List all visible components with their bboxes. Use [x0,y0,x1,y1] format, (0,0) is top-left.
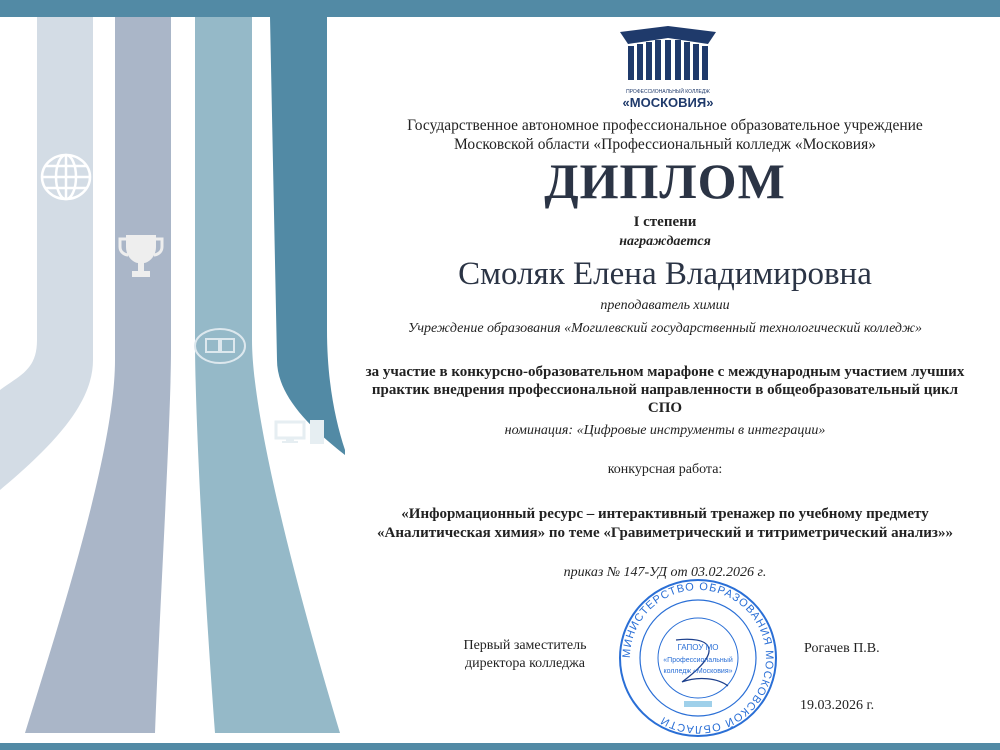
reason-line-2: практик внедрения профессиональной направленности в общеобразовательный цикл [371,382,959,398]
college-logo [618,24,718,110]
trophy-icon [118,233,164,281]
svg-text:ГАПОУ МО: ГАПОУ МО [677,643,719,652]
signatory-title [440,637,610,673]
reason-line-1: за участие в конкурсно-образовательном марафоне с международным участием лучших [365,364,965,380]
degree: I степени [633,214,697,230]
decorative-stripes [0,17,345,743]
recipient-organization: Учреждение образования «Могилевский государственный технологический колледж» [407,321,923,336]
work-line-1: «Информационный ресурс – интерактивный тренажер по учебному предмету [401,506,929,522]
signatory-title-line-2: директора колледжа [464,656,585,671]
awarded-label: награждается [619,234,711,249]
recipient-name: Смоляк Елена Владимировна [458,256,872,292]
bottom-border [0,743,1000,750]
logo-subtitle: ПРОФЕССИОНАЛЬНЫЙ КОЛЛЕДЖ [626,89,710,95]
institution-line-1: Государственное автономное профессиональное образовательное учреждение [407,117,923,134]
recipient-position: преподаватель химии [600,298,730,313]
signatory-title-line-1: Первый заместитель [463,638,587,653]
institution-name [330,116,1000,154]
work-label: конкурсная работа: [607,462,723,477]
order-number: приказ № 147-УД от 03.02.2026 г. [563,565,767,580]
award-reason [330,363,1000,417]
logo-name: «МОСКОВИЯ» [622,95,714,110]
stamp-fill-mark [684,701,712,707]
nomination: номинация: «Цифровые инструменты в интеграции» [504,423,826,438]
official-stamp [618,578,778,738]
signatory-name: Рогачев П.В. [804,641,880,656]
diploma-title: ДИПЛОМ [544,153,786,209]
building-logo-icon [618,24,718,84]
stamp-outer-text: МИНИСТЕРСТВО ОБРАЗОВАНИЯ МОСКОВСКОЙ ОБЛАСТИ [620,580,776,736]
computer-icon [274,420,326,444]
svg-text:колледж «Московия»: колледж «Московия» [663,668,733,675]
reason-line-3: СПО [647,400,683,416]
globe-icon [40,152,92,202]
work-line-2: «Аналитическая химия» по теме «Гравиметрический и титриметрический анализ»» [377,525,953,541]
stripe-1 [0,17,93,490]
top-border [0,0,1000,17]
work-title [330,505,1000,543]
institution-line-2: Московской области «Профессиональный колледж «Московия» [454,136,876,153]
book-icon [193,326,247,366]
svg-text:«Профессиональный: «Профессиональный [663,657,733,664]
issue-date: 19.03.2026 г. [800,698,875,713]
